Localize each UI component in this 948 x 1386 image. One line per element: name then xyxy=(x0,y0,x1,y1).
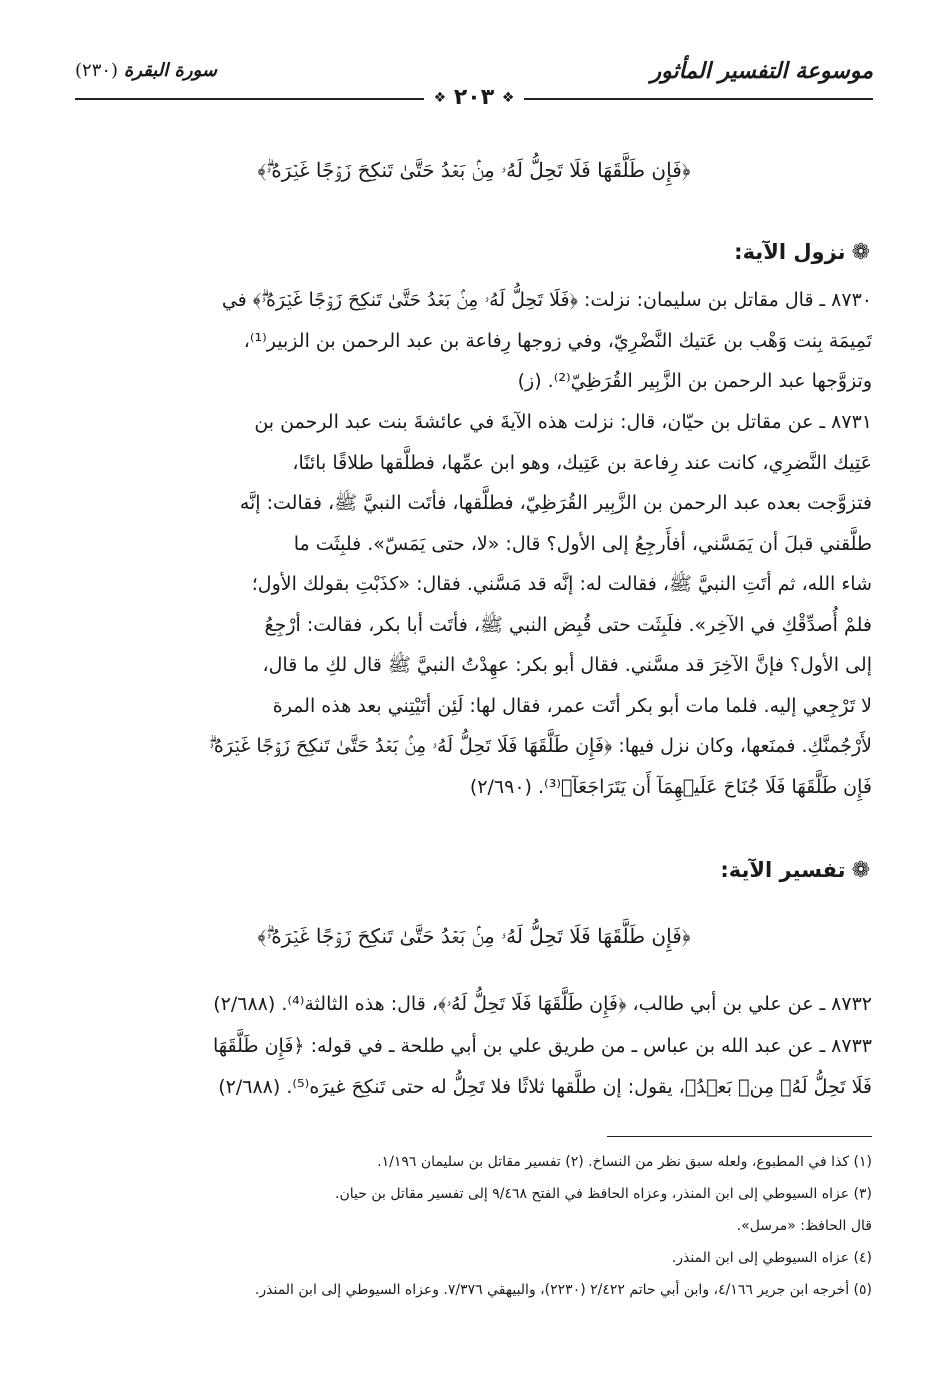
sura-name: سورة البقرة xyxy=(123,60,217,81)
text-line: لأَرْجُمنَّكِ. فمنَعها، وكان نزل فيها: ﴿فَإِن طَلَّقَهَا فَلَا تَحِلُّ لَهُۥ مِنۢ بَعۡدُ حَتَّىٰ تَنكِحَ زَوۡجًا غَيۡرَهُۥۗ xyxy=(209,735,872,757)
book-title: موسوعة التفسير المأثور xyxy=(650,58,873,84)
text-line: فتزوَّجت بعده عبد الرحمن بن الزَّبِير القُرَظِيّ، فطلَّقها، فأتَت النبيَّ ﷺ، فقالت: إنَّه xyxy=(239,492,872,514)
text-line: فَلَا تَحِلُّ لَهُۥ مِنۢ بَعۡدُ﴾، يقول: إن طلَّقها ثلاثًا فلا تَحِلُّ له حتى تَنكِحَ غيرَه⁽⁵⁾. (٢/٦٨٨) xyxy=(218,1075,872,1098)
text-line: ٨٧٣٢ ـ عن علي بن أبي طالب، ﴿فَإِن طَلَّقَهَا فَلَا تَحِلُّ لَهُۥ﴾، قال: هذه الثالثة⁽⁴⁾. (٢/٦٨٨) xyxy=(213,993,872,1015)
flower-ornament-icon: ❁ xyxy=(851,240,870,265)
flower-ornament-icon: ❁ xyxy=(851,858,870,883)
text-line: فَإِن طَلَّقَهَا فَلَا جُنَاحَ عَلَيۡهِمَآ أَن يَتَرَاجَعَآ﴾⁽³⁾. (٢/٦٩٠) xyxy=(469,775,872,798)
footnote-4: (٤) عزاه السيوطي إلى ابن المنذر. xyxy=(671,1250,872,1266)
text-line: ٨٧٣٠ ـ قال مقاتل بن سليمان: نزلت: ﴿فَلَا تَحِلُّ لَهُۥ مِنۢ بَعۡدُ حَتَّىٰ تَنكِحَ زَوۡجًا غَيۡرَهُۥۗ﴾ في xyxy=(221,289,872,311)
section-heading-tafsir xyxy=(720,858,870,883)
footnote-3: (٣) عزاه السيوطي إلى ابن المنذر، وعزاه الحافظ في الفتح ٩/٤٦٨ إلى تفسير مقاتل بن حيان. xyxy=(335,1186,872,1202)
sura-indicator xyxy=(75,60,217,81)
text-line: شاء الله، ثم أتَتِ النبيَّ ﷺ، فقالت له: إنَّه قد مَسَّني. فقال: «كذَبْتِ بقولك الأول؛ xyxy=(251,573,872,595)
text-line: طلَّقني قبلَ أن يَمَسَّني، أفأَرجِعُ إلى الأول؟ قال: «لا، حتى يَمَسّ». فلبِثَت ما xyxy=(293,532,872,555)
ornament-right-icon: ❖ xyxy=(501,90,515,106)
footnote-3-cont: قال الحافظ: «مرسل». xyxy=(736,1218,872,1234)
footnote-1-2: (١) كذا في المطبوع، ولعله سبق نظر من النساخ. (٢) تفسير مقاتل بن سليمان ١/١٩٦. xyxy=(377,1154,872,1170)
section-heading-text: تفسير الآية: xyxy=(720,858,846,882)
paragraph-8730 xyxy=(76,280,872,402)
ornament-left-icon: ❖ xyxy=(433,90,447,106)
paragraph-8732 xyxy=(76,984,872,1025)
paragraph-8731 xyxy=(76,402,872,807)
footnote-5: (٥) أخرجه ابن جرير ٤/١٦٦، وابن أبي حاتم ٢/٤٢٢ (٢٢٣٠)، والبيهقي ٧/٣٧٦. وعزاه السيوطي إلى ابن المنذر. xyxy=(254,1282,872,1298)
text-line: فلمْ أُصدِّقْكِ في الآخِر». فلَبِثَت حتى قُبِض النبي ﷺ، فأتَت أبا بكر، فقالت: أرْجِعُ xyxy=(264,613,872,636)
page-number xyxy=(424,84,524,112)
footnote-separator xyxy=(607,1136,872,1137)
section-heading-revelation xyxy=(734,240,870,265)
page-number-text: ٢٠٣ xyxy=(453,85,495,110)
section-heading-text: نزول الآية: xyxy=(734,240,846,264)
text-line: وتزوَّجها عبد الرحمن بن الزَّبِير القُرَظِيّ⁽²⁾. (ز) xyxy=(517,370,872,392)
text-line: ٨٧٣٣ ـ عن عبد الله بن عباس ـ من طريق علي بن أبي طلحة ـ في قوله: ﴿فَإِن طَلَّقَهَا xyxy=(212,1035,872,1057)
verse-heading-tafsir: ﴿فَإِن طَلَّقَهَا فَلَا تَحِلُّ لَهُۥ مِنۢ بَعۡدُ حَتَّىٰ تَنكِحَ زَوۡجًا غَيۡرَهُۥۗ﴾ xyxy=(257,924,691,948)
text-line: عَتِيك النَّضرِي، كانت عند رِفاعة بن عَتِيك، وهو ابن عمِّها، فطلَّقها طلاقًا بائنًا، xyxy=(292,451,872,474)
verse-heading-top: ﴿فَإِن طَلَّقَهَا فَلَا تَحِلُّ لَهُۥ مِنۢ بَعۡدُ حَتَّىٰ تَنكِحَ زَوۡجًا غَيۡرَهُۥۗ﴾ xyxy=(257,158,691,182)
text-line: إلى الأول؟ فإنَّ الآخِرَ قد مسَّني. فقال أبو بكر: عهِدْتُ النبيَّ ﷺ قال لكِ ما قال، xyxy=(262,654,872,676)
paragraph-8733 xyxy=(76,1026,872,1107)
text-line: لا تَرْجِعي إليه. فلما مات أبو بكر أتَت عمر، فقال لها: لَئِن أتَيْتِني بعد هذه المرة xyxy=(272,694,872,717)
verse-range: (٢٣٠) xyxy=(75,60,119,81)
text-line: ٨٧٣١ ـ عن مقاتل بن حيّان، قال: نزلت هذه الآيةَ في عائشةَ بنت عبد الرحمن بن xyxy=(254,411,872,433)
text-line: تَمِيمَة بِنت وَهْب بن عَتيك النَّضْرِيّ، وفي زوجها رِفاعة بن عبد الرحمن بن الزبير⁽¹⁾، xyxy=(243,329,872,352)
